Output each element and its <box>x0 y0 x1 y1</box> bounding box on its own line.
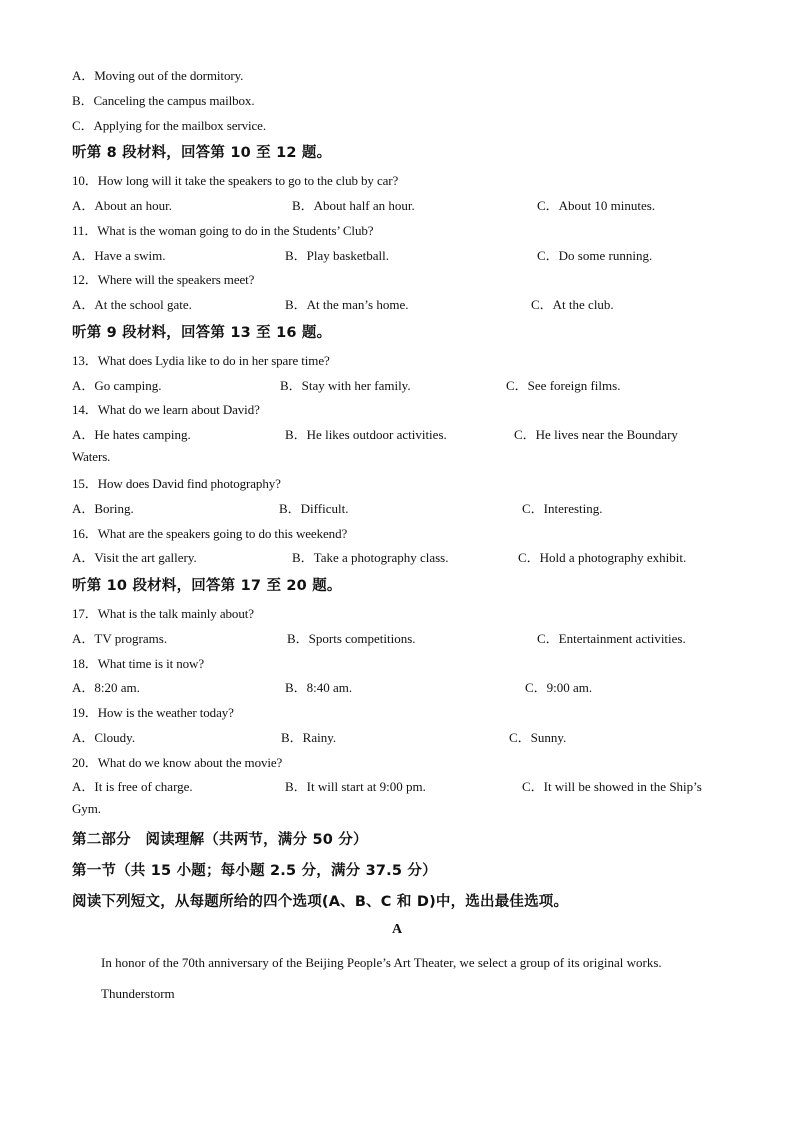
question-11: 11．What is the woman going to do in the Students’ Club? <box>72 223 374 238</box>
option-c: C．Applying for the mailbox service. <box>72 118 266 133</box>
q11-option-a: A．Have a swim. <box>72 248 166 263</box>
q20-option-c-continued: Gym. <box>72 801 101 816</box>
question-16: 16．What are the speakers going to do this weekend? <box>72 526 348 541</box>
question-14: 14．What do we learn about David? <box>72 402 260 417</box>
q15-option-b: B．Difficult. <box>279 501 349 516</box>
q13-option-a: A．Go camping. <box>72 378 162 393</box>
q19-option-c: C．Sunny. <box>509 730 567 745</box>
q14-option-a: A．He hates camping. <box>72 427 191 442</box>
q20-option-c: C．It will be showed in the Ship’s <box>522 779 702 794</box>
q15-option-a: A．Boring. <box>72 501 134 516</box>
q17-option-c: C．Entertainment activities. <box>537 631 686 646</box>
question-17: 17．What is the talk mainly about? <box>72 606 254 621</box>
q10-option-a: A．About an hour. <box>72 198 173 213</box>
question-10: 10．How long will it take the speakers to go to the club by car? <box>72 173 399 188</box>
q14-option-b: B．He likes outdoor activities. <box>285 427 447 442</box>
question-19: 19．How is the weather today? <box>72 705 234 720</box>
q14-option-c-continued: Waters. <box>72 449 111 464</box>
section-one-heading: 第一节（共 15 小题；每小题 2.5 分，满分 37.5 分） <box>72 863 437 879</box>
q11-option-c: C．Do some running. <box>537 248 653 263</box>
q14-option-c: C．He lives near the Boundary <box>514 427 678 442</box>
question-15: 15．How does David find photography? <box>72 476 281 491</box>
option-b: B．Canceling the campus mailbox. <box>72 93 255 108</box>
q18-option-c: C．9:00 am. <box>525 680 593 695</box>
q16-option-b: B．Take a photography class. <box>292 550 449 565</box>
section-heading-8: 听第 8 段材料，回答第 10 至 12 题。 <box>72 145 332 161</box>
question-13: 13．What does Lydia like to do in her spare time? <box>72 353 330 368</box>
q17-option-a: A．TV programs. <box>72 631 168 646</box>
q20-option-b: B．It will start at 9:00 pm. <box>285 779 426 794</box>
section-heading-10: 听第 10 段材料，回答第 17 至 20 题。 <box>72 578 342 594</box>
passage-title: Thunderstorm <box>101 986 175 1001</box>
part-two-heading: 第二部分 阅读理解（共两节，满分 50 分） <box>72 832 368 848</box>
q17-option-b: B．Sports competitions. <box>287 631 416 646</box>
q10-option-b: B．About half an hour. <box>292 198 415 213</box>
q13-option-b: B．Stay with her family. <box>280 378 411 393</box>
q12-option-a: A．At the school gate. <box>72 297 192 312</box>
q18-option-a: A．8:20 am. <box>72 680 140 695</box>
q15-option-c: C．Interesting. <box>522 501 603 516</box>
q11-option-b: B．Play basketball. <box>285 248 389 263</box>
q19-option-a: A．Cloudy. <box>72 730 136 745</box>
option-a: A．Moving out of the dormitory. <box>72 68 244 83</box>
q20-option-a: A．It is free of charge. <box>72 779 193 794</box>
q12-option-b: B．At the man’s home. <box>285 297 409 312</box>
section-heading-9: 听第 9 段材料，回答第 13 至 16 题。 <box>72 325 332 341</box>
passage-letter: A <box>391 922 403 937</box>
q10-option-c: C．About 10 minutes. <box>537 198 656 213</box>
question-18: 18．What time is it now? <box>72 656 205 671</box>
q16-option-c: C．Hold a photography exhibit. <box>518 550 687 565</box>
q19-option-b: B．Rainy. <box>281 730 337 745</box>
passage-intro: In honor of the 70th anniversary of the Beijing People’s Art Theater, we select a group of its original works. <box>101 955 662 970</box>
q16-option-a: A．Visit the art gallery. <box>72 550 197 565</box>
q13-option-c: C．See foreign films. <box>506 378 621 393</box>
question-12: 12．Where will the speakers meet? <box>72 272 255 287</box>
reading-instruction: 阅读下列短文，从每题所给的四个选项(A、B、C 和 D)中，选出最佳选项。 <box>72 894 569 910</box>
q18-option-b: B．8:40 am. <box>285 680 353 695</box>
question-20: 20．What do we know about the movie? <box>72 755 283 770</box>
q12-option-c: C．At the club. <box>531 297 614 312</box>
